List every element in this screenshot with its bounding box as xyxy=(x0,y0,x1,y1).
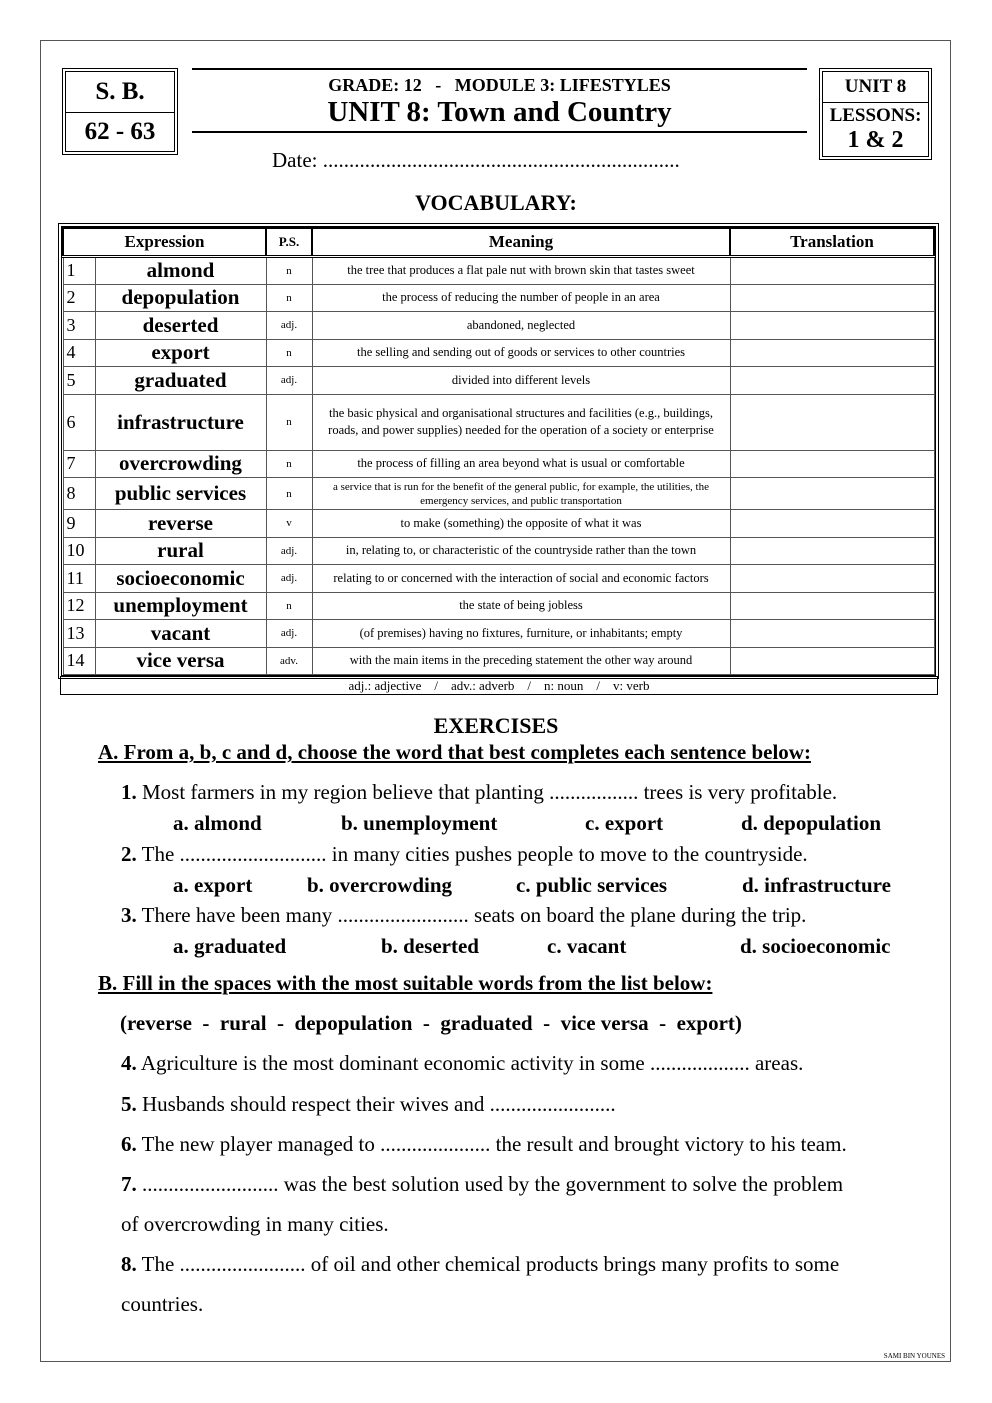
part-of-speech: adj. xyxy=(266,620,312,648)
row-number: 10 xyxy=(63,537,95,565)
question-5 xyxy=(121,1092,616,1117)
question-number: 7. xyxy=(121,1172,137,1196)
vocabulary-row xyxy=(63,478,934,510)
row-number: 1 xyxy=(63,257,95,285)
part-of-speech: n xyxy=(266,257,312,285)
student-book-pages-box xyxy=(62,68,178,155)
question-8-continuation: countries. xyxy=(121,1292,204,1316)
part-of-speech: n xyxy=(266,284,312,312)
column-header-expression: Expression xyxy=(63,228,266,257)
question-text: The ........................ of oil and other chemical products brings many profits to some xyxy=(136,1252,840,1276)
row-number: 7 xyxy=(63,450,95,478)
row-number: 6 xyxy=(63,394,95,450)
meaning: (of premises) having no fixtures, furniture, or inhabitants; empty xyxy=(312,620,730,648)
question-7 xyxy=(121,1172,843,1197)
part-of-speech: adj. xyxy=(266,537,312,565)
part-of-speech: adj. xyxy=(266,312,312,340)
vocabulary-row xyxy=(63,450,934,478)
translation-cell[interactable] xyxy=(730,510,934,538)
option-d[interactable]: d. infrastructure xyxy=(742,873,891,897)
vocabulary-row xyxy=(63,257,934,285)
question-number: 4. xyxy=(121,1051,137,1075)
sb-label: S. B. xyxy=(66,72,174,113)
translation-cell[interactable] xyxy=(730,312,934,340)
section-a-heading: A. From a, b, c and d, choose the word that best completes each sentence below: xyxy=(98,740,811,764)
meaning: to make (something) the opposite of what it was xyxy=(312,510,730,538)
translation-cell[interactable] xyxy=(730,367,934,395)
exercises-heading: EXERCISES xyxy=(433,713,559,738)
translation-cell[interactable] xyxy=(730,565,934,593)
translation-cell[interactable] xyxy=(730,537,934,565)
question-text: Most farmers in my region believe that planting ................. trees is very profitable. xyxy=(136,780,838,804)
part-of-speech: n xyxy=(266,450,312,478)
meaning: the state of being jobless xyxy=(312,592,730,620)
meaning: relating to or concerned with the interaction of social and economic factors xyxy=(312,565,730,593)
question-number: 5. xyxy=(121,1092,137,1116)
vocabulary-row xyxy=(63,647,934,675)
row-number: 13 xyxy=(63,620,95,648)
unit-title: UNIT 8: Town and Country xyxy=(327,96,672,128)
part-of-speech: adv. xyxy=(266,647,312,675)
translation-cell[interactable] xyxy=(730,284,934,312)
vocabulary-row xyxy=(63,565,934,593)
row-number: 5 xyxy=(63,367,95,395)
meaning: abandoned, neglected xyxy=(312,312,730,340)
option-a[interactable]: a. graduated xyxy=(173,934,287,958)
translation-cell[interactable] xyxy=(730,394,934,450)
question-7-continuation: of overcrowding in many cities. xyxy=(121,1212,389,1236)
row-number: 3 xyxy=(63,312,95,340)
meaning: the process of filling an area beyond what is usual or comfortable xyxy=(312,450,730,478)
question-number: 8. xyxy=(121,1252,137,1276)
option-c[interactable]: c. vacant xyxy=(547,934,627,958)
translation-cell[interactable] xyxy=(730,339,934,367)
row-number: 9 xyxy=(63,510,95,538)
question-text: The ............................ in many cities pushes people to move to the countryside. xyxy=(136,842,808,866)
question-4 xyxy=(121,1051,803,1076)
sb-pages: 62 - 63 xyxy=(84,118,156,146)
vocabulary-row xyxy=(63,510,934,538)
unit-box-lessons: 1 & 2 xyxy=(847,127,904,153)
question-text: There have been many ......................... seats on board the plane during the trip. xyxy=(136,903,807,927)
unit-box-unit: UNIT 8 xyxy=(823,72,928,103)
translation-cell[interactable] xyxy=(730,257,934,285)
option-b[interactable]: b. deserted xyxy=(381,934,479,958)
question-1 xyxy=(121,780,837,805)
vocabulary-row xyxy=(63,620,934,648)
question-text: .......................... was the best solution used by the government to solve the problem xyxy=(136,1172,844,1196)
translation-cell[interactable] xyxy=(730,478,934,510)
part-of-speech: n xyxy=(266,478,312,510)
vocabulary-row xyxy=(63,339,934,367)
title-top-rule xyxy=(192,68,807,70)
option-b[interactable]: b. overcrowding xyxy=(307,873,453,897)
grade-module-line: GRADE: 12 - MODULE 3: LIFESTYLES xyxy=(328,75,671,95)
column-header-translation: Translation xyxy=(730,228,934,257)
expression: reverse xyxy=(95,510,266,538)
column-header-meaning: Meaning xyxy=(312,228,730,257)
meaning: the process of reducing the number of people in an area xyxy=(312,284,730,312)
meaning: the tree that produces a flat pale nut with brown skin that tastes sweet xyxy=(312,257,730,285)
vocabulary-row xyxy=(63,592,934,620)
part-of-speech: n xyxy=(266,394,312,450)
question-number: 1. xyxy=(121,780,137,804)
vocabulary-table xyxy=(58,223,939,679)
unit-lessons-box xyxy=(819,68,932,160)
title-bottom-rule xyxy=(192,131,807,133)
expression: socioeconomic xyxy=(95,565,266,593)
translation-cell[interactable] xyxy=(730,450,934,478)
vocabulary-row xyxy=(63,367,934,395)
expression: export xyxy=(95,339,266,367)
row-number: 14 xyxy=(63,647,95,675)
vocabulary-row xyxy=(63,537,934,565)
option-d[interactable]: d. depopulation xyxy=(741,811,882,835)
row-number: 4 xyxy=(63,339,95,367)
vocabulary-header-row xyxy=(63,228,934,257)
question-number: 6. xyxy=(121,1132,137,1156)
part-of-speech: n xyxy=(266,592,312,620)
section-b-heading: B. Fill in the spaces with the most suitable words from the list below: xyxy=(98,971,713,995)
question-8 xyxy=(121,1252,839,1277)
option-d[interactable]: d. socioeconomic xyxy=(740,934,891,958)
vocabulary-row xyxy=(63,312,934,340)
question-2 xyxy=(121,842,808,867)
option-a[interactable]: a. export xyxy=(173,873,253,897)
vocabulary-row xyxy=(63,394,934,450)
expression: vice versa xyxy=(95,647,266,675)
part-of-speech: adj. xyxy=(266,367,312,395)
part-of-speech: adj. xyxy=(266,565,312,593)
option-a[interactable]: a. almond xyxy=(173,811,262,835)
column-header-ps: P.S. xyxy=(266,228,312,257)
expression: infrastructure xyxy=(95,394,266,450)
row-number: 8 xyxy=(63,478,95,510)
translation-cell[interactable] xyxy=(730,592,934,620)
title-block xyxy=(192,68,807,133)
meaning: the basic physical and organisational structures and facilities (e.g., buildings, roads, and power supplies) needed for the operation of a society or enterprise xyxy=(312,394,730,450)
row-number: 12 xyxy=(63,592,95,620)
option-c[interactable]: c. public services xyxy=(516,873,668,897)
question-number: 2. xyxy=(121,842,137,866)
expression: public services xyxy=(95,478,266,510)
translation-cell[interactable] xyxy=(730,620,934,648)
expression: overcrowding xyxy=(95,450,266,478)
meaning: in, relating to, or characteristic of the countryside rather than the town xyxy=(312,537,730,565)
vocabulary-heading: VOCABULARY: xyxy=(415,190,577,215)
expression: almond xyxy=(95,257,266,285)
expression: rural xyxy=(95,537,266,565)
meaning: with the main items in the preceding statement the other way around xyxy=(312,647,730,675)
row-number: 11 xyxy=(63,565,95,593)
expression: deserted xyxy=(95,312,266,340)
expression: unemployment xyxy=(95,592,266,620)
part-of-speech-legend: adj.: adjective / adv.: adverb / n: noun / v: verb xyxy=(60,676,938,695)
question-3 xyxy=(121,903,806,928)
option-b[interactable]: b. unemployment xyxy=(341,811,498,835)
expression: graduated xyxy=(95,367,266,395)
vocabulary-row xyxy=(63,284,934,312)
translation-cell[interactable] xyxy=(730,647,934,675)
unit-box-lessons-label: LESSONS: xyxy=(829,105,922,126)
question-number: 3. xyxy=(121,903,137,927)
row-number: 2 xyxy=(63,284,95,312)
meaning: the selling and sending out of goods or services to other countries xyxy=(312,339,730,367)
question-text: Husbands should respect their wives and ........................ xyxy=(136,1092,616,1116)
part-of-speech: n xyxy=(266,339,312,367)
part-of-speech: v xyxy=(266,510,312,538)
question-text: Agriculture is the most dominant economic activity in some ................... areas. xyxy=(136,1051,804,1075)
expression: vacant xyxy=(95,620,266,648)
author-credit: SAMI BIN YOUNES xyxy=(883,1352,945,1360)
option-c[interactable]: c. export xyxy=(585,811,664,835)
question-text: The new player managed to ..................... the result and brought victory to his team. xyxy=(136,1132,847,1156)
date-field: Date: .................................................................... xyxy=(272,148,680,172)
word-bank: (reverse - rural - depopulation - graduated - vice versa - export) xyxy=(120,1011,742,1035)
meaning: a service that is run for the benefit of the general public, for example, the utilities, the emergency services, and public transportation xyxy=(312,478,730,510)
meaning: divided into different levels xyxy=(312,367,730,395)
expression: depopulation xyxy=(95,284,266,312)
question-6 xyxy=(121,1132,847,1157)
